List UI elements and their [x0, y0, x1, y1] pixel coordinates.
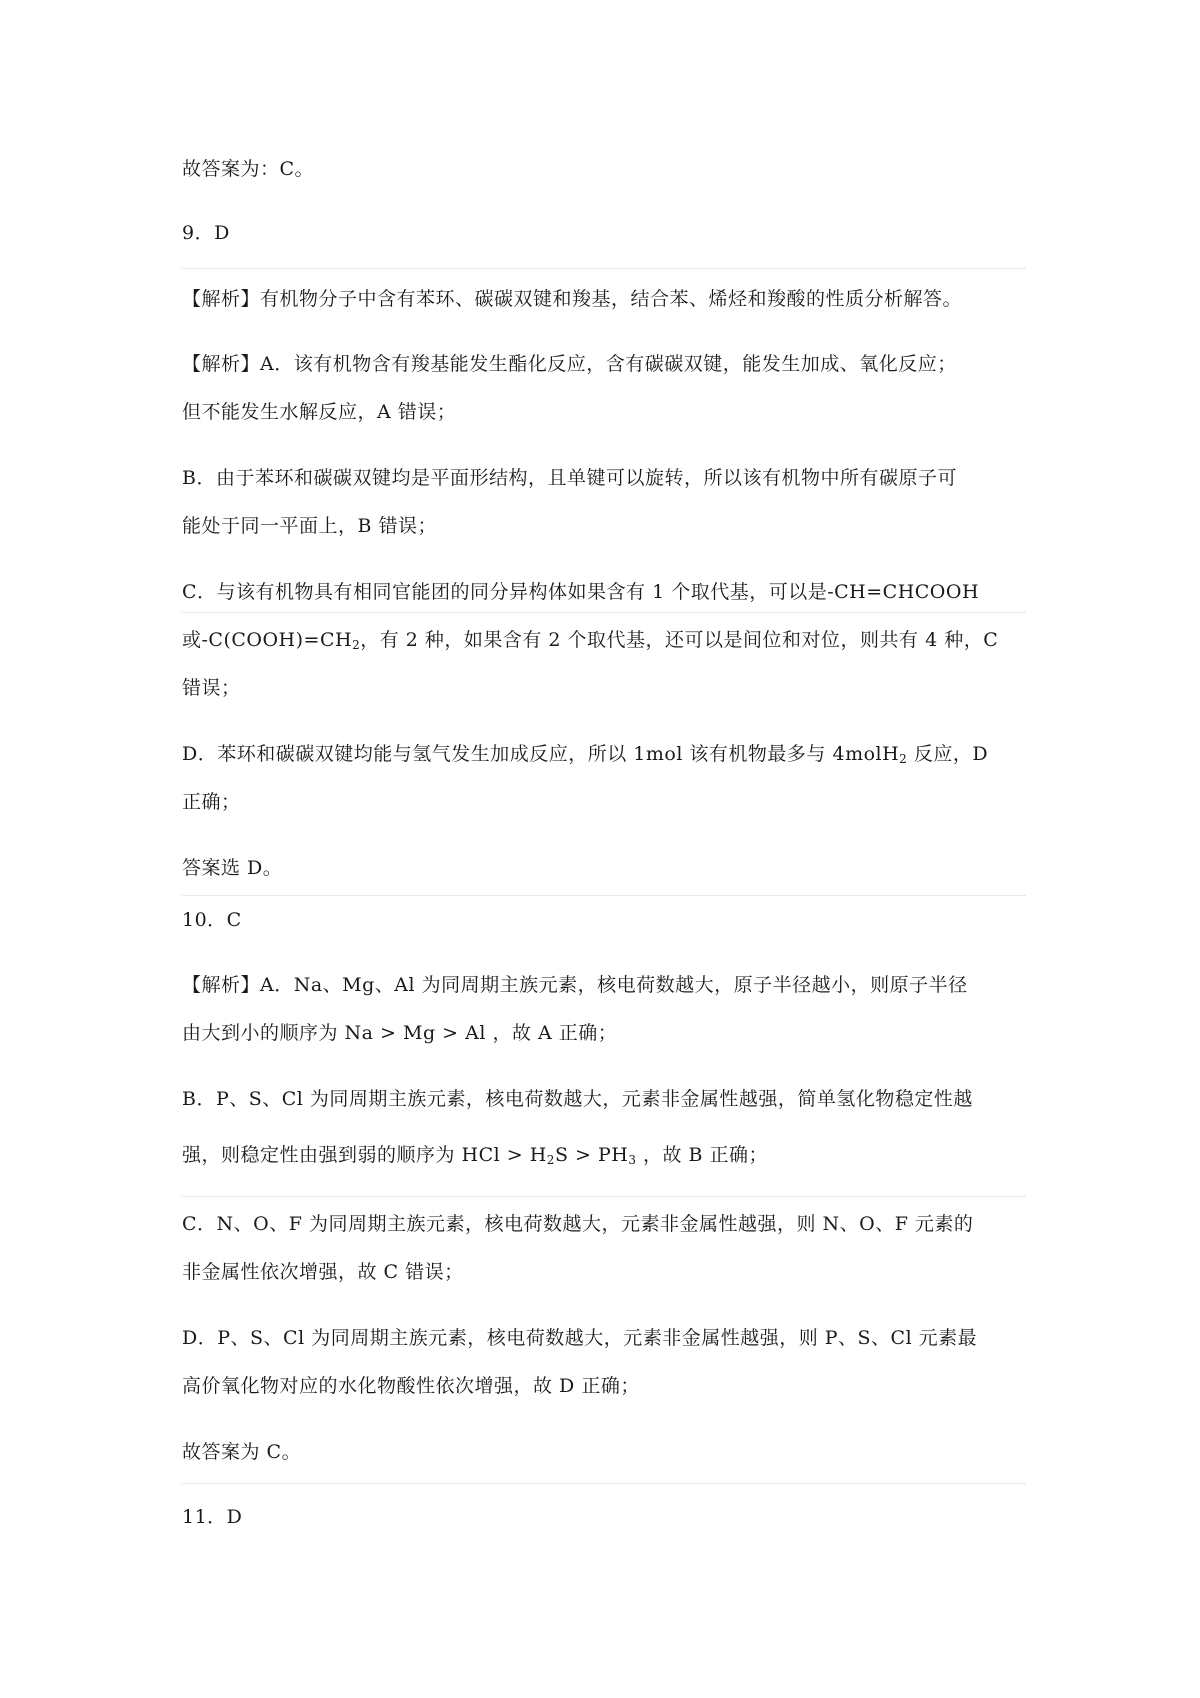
q10-analysis-d-line2: 高价氧化物对应的水化物酸性依次增强，故 D 正确；	[182, 1375, 640, 1397]
q10-analysis-b-line2: 强，则稳定性由强到弱的顺序为 HCl > $H_2S > PH_3$ ，故 B 正确；	[182, 1144, 769, 1167]
q10-analysis-d-line1: D．P、S、Cl 为同周期主族元素，核电荷数越大，元素非金属性越强，则 P、S、Cl 元素最	[182, 1327, 978, 1349]
question-10-answer: 10．C	[182, 909, 242, 931]
q10-analysis-a-line2: 由大到小的顺序为 Na > Mg > Al ，故 A 正确；	[182, 1022, 618, 1044]
q10-analysis-a-line1: 【解析】A．Na、Mg、Al 为同周期主族元素，核电荷数越大，原子半径越小，则原子半径	[182, 974, 968, 996]
q9-analysis-a-line1: 【解析】A．该有机物含有羧基能发生酯化反应，含有碳碳双键，能发生加成、氧化反应；	[182, 353, 957, 375]
q9-analysis-c-line1: C．与该有机物具有相同官能团的同分异构体如果含有 1 个取代基，可以是-CH=CHCOOH	[182, 581, 980, 603]
dotted-divider	[182, 895, 1025, 896]
q9-analysis-c-line3: 错误；	[182, 677, 241, 699]
q9-analysis-b-line1: B．由于苯环和碳碳双键均是平面形结构，且单键可以旋转，所以该有机物中所有碳原子可	[182, 467, 957, 489]
q9-analysis-d-line1: D．苯环和碳碳双键均能与氢气发生加成反应，所以 1mol 该有机物最多与 4molH$_2$ 反应，D	[182, 743, 989, 766]
q10-analysis-b-line1: B．P、S、Cl 为同周期主族元素，核电荷数越大，元素非金属性越强，简单氢化物稳定性越	[182, 1088, 973, 1110]
q9-analysis-intro: 【解析】有机物分子中含有苯环、碳碳双键和羧基，结合苯、烯烃和羧酸的性质分析解答。	[182, 288, 963, 310]
question-9-answer: 9．D	[182, 222, 230, 244]
dotted-divider	[182, 1196, 1025, 1197]
q9-analysis-d-line2: 正确；	[182, 791, 241, 813]
q9-analysis-a-line2: 但不能发生水解反应，A 错误；	[182, 401, 457, 423]
question-11-answer: 11．D	[182, 1506, 243, 1528]
answer-conclusion-8: 故答案为：C。	[182, 158, 315, 180]
dotted-divider	[182, 1483, 1025, 1484]
q10-analysis-c-line2: 非金属性依次增强，故 C 错误；	[182, 1261, 464, 1283]
q9-final-answer: 答案选 D。	[182, 857, 283, 879]
dotted-divider	[182, 268, 1025, 269]
q10-analysis-c-line1: C．N、O、F 为同周期主族元素，核电荷数越大，元素非金属性越强，则 N、O、F 元素的	[182, 1213, 974, 1235]
q9-analysis-c-line2: 或$-C(COOH)=CH_2$，有 2 种，如果含有 2 个取代基，还可以是间位和对位，则共有 4 种，C	[182, 629, 999, 652]
q10-final-answer: 故答案为 C。	[182, 1441, 302, 1463]
q9-analysis-b-line2: 能处于同一平面上，B 错误；	[182, 515, 438, 537]
dotted-divider	[182, 612, 1025, 613]
